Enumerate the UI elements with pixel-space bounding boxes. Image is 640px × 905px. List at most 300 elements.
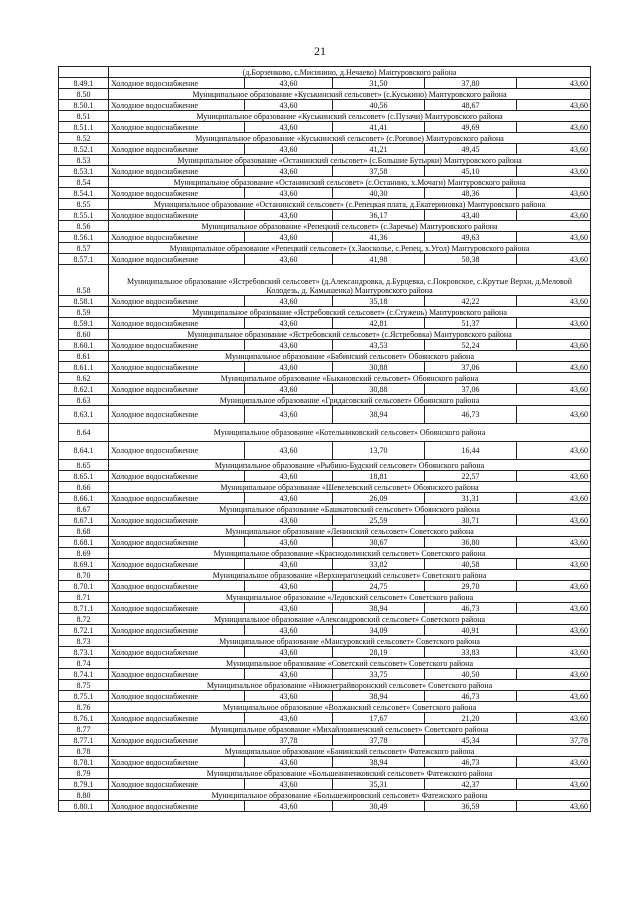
tariff-value-1: 43,60 (245, 515, 333, 526)
tariff-value-2: 18,81 (333, 471, 425, 482)
tariff-value-4: 43,60 (517, 144, 591, 155)
tariff-value-3: 45,34 (425, 735, 517, 746)
row-number: 8.58 (59, 265, 109, 296)
row-number: 8.52.1 (59, 144, 109, 155)
tariff-data-row (59, 779, 591, 790)
municipality-title: Муниципальное образование «Ледовский сельсовет» Советского района (109, 592, 591, 603)
municipality-heading-row (59, 526, 591, 537)
municipality-title: Муниципальное образование «Ястребовский сельсовет» (с.Ястребовка) Мантуровского района (109, 329, 591, 340)
tariff-value-3: 36,80 (425, 537, 517, 548)
municipality-title: Муниципальное образование «Большежировский сельсовет» Фатежского района (109, 790, 591, 801)
row-number: 8.52 (59, 133, 109, 144)
tariff-data-row (59, 340, 591, 351)
tariff-data-row (59, 384, 591, 395)
tariff-value-1: 43,60 (245, 166, 333, 177)
tariff-value-3: 49,45 (425, 144, 517, 155)
row-number: 8.56.1 (59, 232, 109, 243)
municipality-title: Муниципальное образование «Александровский сельсовет» Советского района (109, 614, 591, 625)
municipality-title: Муниципальное образование «Гридасовский сельсовет» Обоянского района (109, 395, 591, 406)
tariff-value-1: 43,60 (245, 669, 333, 680)
tariff-data-row (59, 691, 591, 702)
tariff-value-4: 43,60 (517, 406, 591, 424)
tariff-data-row (59, 515, 591, 526)
tariff-value-2: 36,17 (333, 210, 425, 221)
tariff-value-4: 43,60 (517, 647, 591, 658)
tariff-value-1: 43,60 (245, 691, 333, 702)
municipality-heading-row (59, 177, 591, 188)
municipality-heading-row (59, 768, 591, 779)
tariff-value-1: 43,60 (245, 801, 333, 812)
tariff-data-row (59, 801, 591, 812)
tariff-value-2: 35,18 (333, 296, 425, 307)
row-number: 8.55 (59, 199, 109, 210)
municipality-heading-row (59, 89, 591, 100)
row-number: 8.64 (59, 424, 109, 442)
tariff-value-2: 40,30 (333, 188, 425, 199)
municipality-title: Муниципальное образование «Шевелевский сельсовет» Обоянского района (109, 482, 591, 493)
row-number: 8.76.1 (59, 713, 109, 724)
municipality-title: Муниципальное образование «Репецкий сельсовет» (с.Заречье) Мантуровского района (109, 221, 591, 232)
tariff-value-3: 37,06 (425, 362, 517, 373)
tariff-value-1: 43,60 (245, 406, 333, 424)
tariff-data-row (59, 669, 591, 680)
tariff-value-4: 43,60 (517, 801, 591, 812)
tariff-value-2: 26,09 (333, 493, 425, 504)
tariff-value-2: 38,94 (333, 406, 425, 424)
municipality-title: Муниципальное образование «Советский сельсовет» Советского района (109, 658, 591, 669)
service-name: Холодное водоснабжение (109, 779, 245, 790)
row-number: 8.67 (59, 504, 109, 515)
row-number: 8.68 (59, 526, 109, 537)
row-number: 8.57 (59, 243, 109, 254)
tariff-value-4: 43,60 (517, 100, 591, 111)
tariff-value-1: 43,60 (245, 254, 333, 265)
row-number: 8.74.1 (59, 669, 109, 680)
tariff-value-1: 43,60 (245, 442, 333, 460)
municipality-heading-row (59, 67, 591, 78)
tariff-value-4: 43,60 (517, 318, 591, 329)
row-number: 8.66.1 (59, 493, 109, 504)
tariff-data-row (59, 647, 591, 658)
row-number: 8.72.1 (59, 625, 109, 636)
row-number: 8.54.1 (59, 188, 109, 199)
service-name: Холодное водоснабжение (109, 122, 245, 133)
tariff-value-3: 29,70 (425, 581, 517, 592)
row-number: 8.54 (59, 177, 109, 188)
tariff-value-4: 43,60 (517, 493, 591, 504)
tariff-value-3: 36,59 (425, 801, 517, 812)
tariff-value-1: 43,60 (245, 625, 333, 636)
tariff-value-3: 37,80 (425, 78, 517, 89)
tariff-value-3: 16,44 (425, 442, 517, 460)
tariff-value-3: 31,31 (425, 493, 517, 504)
tariff-value-1: 37,78 (245, 735, 333, 746)
tariff-value-4: 43,60 (517, 669, 591, 680)
row-number: 8.71 (59, 592, 109, 603)
row-number: 8.75 (59, 680, 109, 691)
service-name: Холодное водоснабжение (109, 442, 245, 460)
row-number: 8.63.1 (59, 406, 109, 424)
municipality-title: Муниципальное образование «Ястребовский сельсовет» (д.Александровка, д.Бурцевка, с.Покровское, с.Крутые Верхи, д.Меловой Колодезь, д. Камышенка) Мантуровского района (109, 265, 591, 296)
service-name: Холодное водоснабжение (109, 318, 245, 329)
tariff-value-3: 33,83 (425, 647, 517, 658)
tariff-value-4: 43,60 (517, 559, 591, 570)
tariff-value-2: 33,82 (333, 559, 425, 570)
municipality-heading-row (59, 265, 591, 296)
tariff-value-2: 38,94 (333, 691, 425, 702)
tariff-value-3: 46,73 (425, 691, 517, 702)
municipality-heading-row (59, 111, 591, 122)
tariff-value-3: 48,36 (425, 188, 517, 199)
service-name: Холодное водоснабжение (109, 254, 245, 265)
municipality-heading-row (59, 724, 591, 735)
tariff-data-row (59, 471, 591, 482)
tariff-value-3: 43,40 (425, 210, 517, 221)
service-name: Холодное водоснабжение (109, 493, 245, 504)
tariff-value-2: 41,36 (333, 232, 425, 243)
row-number: 8.55.1 (59, 210, 109, 221)
service-name: Холодное водоснабжение (109, 144, 245, 155)
tariff-value-3: 50,38 (425, 254, 517, 265)
service-name: Холодное водоснабжение (109, 647, 245, 658)
tariff-value-4: 43,60 (517, 757, 591, 768)
tariff-value-3: 42,37 (425, 779, 517, 790)
tariff-value-4: 43,60 (517, 603, 591, 614)
tariff-value-4: 43,60 (517, 340, 591, 351)
tariff-value-3: 40,50 (425, 669, 517, 680)
municipality-title: Муниципальное образование «Рыбино-Будский сельсовет» Обоянского района (109, 460, 591, 471)
tariff-value-4: 43,60 (517, 362, 591, 373)
tariff-table-body (59, 67, 591, 812)
municipality-heading-row (59, 548, 591, 559)
tariff-data-row (59, 603, 591, 614)
service-name: Холодное водоснабжение (109, 559, 245, 570)
municipality-heading-row (59, 424, 591, 442)
row-number: 8.56 (59, 221, 109, 232)
tariff-data-row (59, 735, 591, 746)
service-name: Холодное водоснабжение (109, 100, 245, 111)
service-name: Холодное водоснабжение (109, 384, 245, 395)
tariff-value-3: 48,67 (425, 100, 517, 111)
municipality-title: Муниципальное образование «Куськинский сельсовет» (с.Роговое) Мантуровского района (109, 133, 591, 144)
tariff-value-1: 43,60 (245, 603, 333, 614)
tariff-data-row (59, 318, 591, 329)
municipality-title: Муниципальное образование «Банинский сельсовет» Фатежского района (109, 746, 591, 757)
tariff-data-row (59, 188, 591, 199)
tariff-value-4: 43,60 (517, 537, 591, 548)
tariff-value-1: 43,60 (245, 493, 333, 504)
municipality-heading-row (59, 592, 591, 603)
row-number: 8.57.1 (59, 254, 109, 265)
row-number: 8.50.1 (59, 100, 109, 111)
row-number: 8.58.1 (59, 296, 109, 307)
municipality-title: (д.Борзенково, с.Мисинино, д.Нечаево) Мантуровского района (109, 67, 591, 78)
row-number: 8.61 (59, 351, 109, 362)
service-name: Холодное водоснабжение (109, 625, 245, 636)
tariff-value-1: 43,60 (245, 581, 333, 592)
tariff-value-4: 43,60 (517, 713, 591, 724)
row-number: 8.77.1 (59, 735, 109, 746)
tariff-value-4: 43,60 (517, 581, 591, 592)
tariff-value-3: 46,73 (425, 406, 517, 424)
municipality-heading-row (59, 351, 591, 362)
tariff-value-1: 43,60 (245, 340, 333, 351)
municipality-heading-row (59, 460, 591, 471)
tariff-data-row (59, 362, 591, 373)
tariff-value-4: 43,60 (517, 210, 591, 221)
tariff-data-row (59, 406, 591, 424)
row-number: 8.64.1 (59, 442, 109, 460)
tariff-value-2: 40,56 (333, 100, 425, 111)
service-name: Холодное водоснабжение (109, 669, 245, 680)
tariff-value-4: 43,60 (517, 296, 591, 307)
tariff-value-4: 43,60 (517, 515, 591, 526)
service-name: Холодное водоснабжение (109, 362, 245, 373)
municipality-heading-row (59, 570, 591, 581)
tariff-value-3: 30,71 (425, 515, 517, 526)
tariff-value-2: 31,50 (333, 78, 425, 89)
tariff-value-3: 37,06 (425, 384, 517, 395)
tariff-value-1: 43,60 (245, 362, 333, 373)
tariff-value-2: 30,88 (333, 362, 425, 373)
service-name: Холодное водоснабжение (109, 713, 245, 724)
tariff-value-4: 43,60 (517, 166, 591, 177)
row-number: 8.62 (59, 373, 109, 384)
row-number: 8.69 (59, 548, 109, 559)
tariff-value-1: 43,60 (245, 757, 333, 768)
tariff-data-row (59, 122, 591, 133)
tariff-value-1: 43,60 (245, 210, 333, 221)
municipality-title: Муниципальное образование «Куськинский сельсовет» (с.Куськино) Мантуровского района (109, 89, 591, 100)
tariff-data-row (59, 493, 591, 504)
service-name: Холодное водоснабжение (109, 581, 245, 592)
tariff-value-1: 43,60 (245, 384, 333, 395)
tariff-value-4: 43,60 (517, 691, 591, 702)
tariff-value-4: 43,60 (517, 122, 591, 133)
tariff-value-2: 42,81 (333, 318, 425, 329)
tariff-value-2: 30,88 (333, 384, 425, 395)
service-name: Холодное водоснабжение (109, 515, 245, 526)
service-name: Холодное водоснабжение (109, 757, 245, 768)
service-name: Холодное водоснабжение (109, 296, 245, 307)
tariff-data-row (59, 757, 591, 768)
tariff-value-3: 42,22 (425, 296, 517, 307)
tariff-value-1: 43,60 (245, 537, 333, 548)
municipality-title: Муниципальное образование «Котельниковский сельсовет» Обоянского района (109, 424, 591, 442)
tariff-value-1: 43,60 (245, 188, 333, 199)
tariff-data-row (59, 254, 591, 265)
tariff-value-1: 43,60 (245, 78, 333, 89)
row-number: 8.50 (59, 89, 109, 100)
tariff-data-row (59, 713, 591, 724)
service-name: Холодное водоснабжение (109, 210, 245, 221)
tariff-value-2: 38,94 (333, 757, 425, 768)
tariff-value-2: 41,98 (333, 254, 425, 265)
tariff-data-row (59, 232, 591, 243)
municipality-title: Муниципальное образование «Останинский сельсовет» (с.Репецкая плата, д.Екатериновка) Мантуровского района (109, 199, 591, 210)
municipality-heading-row (59, 155, 591, 166)
tariff-value-4: 43,60 (517, 188, 591, 199)
municipality-heading-row (59, 133, 591, 144)
tariff-value-2: 28,19 (333, 647, 425, 658)
tariff-data-row (59, 166, 591, 177)
municipality-title: Муниципальное образование «Ястребовский сельсовет» (с.Стужень) Мантуровского района (109, 307, 591, 318)
row-number: 8.71.1 (59, 603, 109, 614)
municipality-heading-row (59, 680, 591, 691)
municipality-heading-row (59, 702, 591, 713)
row-number: 8.67.1 (59, 515, 109, 526)
service-name: Холодное водоснабжение (109, 471, 245, 482)
row-number: 8.51.1 (59, 122, 109, 133)
tariff-value-1: 43,60 (245, 144, 333, 155)
row-number: 8.79 (59, 768, 109, 779)
service-name: Холодное водоснабжение (109, 537, 245, 548)
tariff-data-row (59, 100, 591, 111)
service-name: Холодное водоснабжение (109, 691, 245, 702)
municipality-heading-row (59, 614, 591, 625)
tariff-value-2: 34,09 (333, 625, 425, 636)
tariff-value-3: 46,73 (425, 757, 517, 768)
municipality-title: Муниципальное образование «Бабинский сельсовет» Обоянского района (109, 351, 591, 362)
service-name: Холодное водоснабжение (109, 406, 245, 424)
tariff-value-3: 46,73 (425, 603, 517, 614)
service-name: Холодное водоснабжение (109, 735, 245, 746)
tariff-value-4: 43,60 (517, 232, 591, 243)
municipality-heading-row (59, 199, 591, 210)
row-number: 8.59.1 (59, 318, 109, 329)
municipality-heading-row (59, 636, 591, 647)
tariff-table (58, 66, 591, 812)
tariff-value-3: 40,58 (425, 559, 517, 570)
tariff-value-1: 43,60 (245, 559, 333, 570)
row-number: 8.59 (59, 307, 109, 318)
tariff-value-1: 43,60 (245, 318, 333, 329)
municipality-title: Муниципальное образование «Краснодолинский сельсовет» Советского района (109, 548, 591, 559)
tariff-data-row (59, 296, 591, 307)
service-name: Холодное водоснабжение (109, 78, 245, 89)
row-number: 8.74 (59, 658, 109, 669)
tariff-value-4: 43,60 (517, 625, 591, 636)
tariff-data-row (59, 442, 591, 460)
row-number: 8.66 (59, 482, 109, 493)
tariff-value-4: 43,60 (517, 442, 591, 460)
row-number: 8.80.1 (59, 801, 109, 812)
tariff-value-2: 25,59 (333, 515, 425, 526)
row-number: 8.76 (59, 702, 109, 713)
tariff-data-row (59, 144, 591, 155)
tariff-value-4: 43,60 (517, 254, 591, 265)
municipality-title: Муниципальное образование «Останинский сельсовет» (с.Большие Бутырки) Мантуровского района (109, 155, 591, 166)
service-name: Холодное водоснабжение (109, 603, 245, 614)
tariff-value-4: 43,60 (517, 384, 591, 395)
municipality-title: Муниципальное образование «Башкатовский сельсовет» Обоянского района (109, 504, 591, 515)
municipality-heading-row (59, 746, 591, 757)
tariff-value-2: 24,75 (333, 581, 425, 592)
municipality-heading-row (59, 482, 591, 493)
row-number: 8.49.1 (59, 78, 109, 89)
municipality-title: Муниципальное образование «Куськинский сельсовет» (с.Пузачи) Мантуровского района (109, 111, 591, 122)
row-number: 8.65.1 (59, 471, 109, 482)
row-number: 8.78 (59, 746, 109, 757)
row-number: 8.68.1 (59, 537, 109, 548)
tariff-value-2: 33,75 (333, 669, 425, 680)
tariff-value-2: 30,67 (333, 537, 425, 548)
tariff-value-4: 43,60 (517, 471, 591, 482)
tariff-value-2: 30,49 (333, 801, 425, 812)
tariff-value-1: 43,60 (245, 647, 333, 658)
row-number: 8.73.1 (59, 647, 109, 658)
service-name: Холодное водоснабжение (109, 801, 245, 812)
municipality-title: Муниципальное образование «Мансуровский сельсовет» Советского района (109, 636, 591, 647)
row-number: 8.78.1 (59, 757, 109, 768)
municipality-title: Муниципальное образование «Быкановский сельсовет» Обоянского района (109, 373, 591, 384)
tariff-value-1: 43,60 (245, 296, 333, 307)
row-number: 8.60 (59, 329, 109, 340)
municipality-heading-row (59, 243, 591, 254)
tariff-value-1: 43,60 (245, 122, 333, 133)
tariff-value-2: 13,70 (333, 442, 425, 460)
row-number: 8.61.1 (59, 362, 109, 373)
row-number: 8.70 (59, 570, 109, 581)
row-number: 8.79.1 (59, 779, 109, 790)
row-number: 8.65 (59, 460, 109, 471)
row-number: 8.63 (59, 395, 109, 406)
tariff-value-4: 37,78 (517, 735, 591, 746)
tariff-value-2: 41,41 (333, 122, 425, 133)
municipality-title: Муниципальное образование «Волжанский сельсовет» Советского района (109, 702, 591, 713)
municipality-heading-row (59, 395, 591, 406)
service-name: Холодное водоснабжение (109, 166, 245, 177)
municipality-heading-row (59, 329, 591, 340)
row-number: 8.53 (59, 155, 109, 166)
tariff-data-row (59, 559, 591, 570)
tariff-value-3: 49,69 (425, 122, 517, 133)
tariff-value-3: 40,91 (425, 625, 517, 636)
municipality-title: Муниципальное образование «Репецкий сельсовет» (х.Заосколье, с.Репец, х.Угол) Мантуровского района (109, 243, 591, 254)
municipality-heading-row (59, 221, 591, 232)
tariff-data-row (59, 210, 591, 221)
municipality-heading-row (59, 373, 591, 384)
tariff-value-2: 43,53 (333, 340, 425, 351)
service-name: Холодное водоснабжение (109, 232, 245, 243)
row-number: 8.69.1 (59, 559, 109, 570)
tariff-value-2: 35,31 (333, 779, 425, 790)
tariff-value-3: 21,20 (425, 713, 517, 724)
row-number: 8.53.1 (59, 166, 109, 177)
municipality-heading-row (59, 504, 591, 515)
tariff-data-row (59, 581, 591, 592)
tariff-value-3: 22,57 (425, 471, 517, 482)
tariff-value-1: 43,60 (245, 232, 333, 243)
row-number: 8.51 (59, 111, 109, 122)
tariff-data-row (59, 78, 591, 89)
tariff-value-3: 51,37 (425, 318, 517, 329)
service-name: Холодное водоснабжение (109, 340, 245, 351)
tariff-value-1: 43,60 (245, 471, 333, 482)
service-name: Холодное водоснабжение (109, 188, 245, 199)
tariff-value-2: 38,94 (333, 603, 425, 614)
row-number: 8.73 (59, 636, 109, 647)
tariff-data-row (59, 625, 591, 636)
row-number: 8.77 (59, 724, 109, 735)
row-number: 8.80 (59, 790, 109, 801)
tariff-value-3: 52,24 (425, 340, 517, 351)
tariff-value-4: 43,60 (517, 779, 591, 790)
tariff-value-4: 43,60 (517, 78, 591, 89)
municipality-title: Муниципальное образование «Нижнеграйворонский сельсовет» Советского района (109, 680, 591, 691)
row-number: 8.70.1 (59, 581, 109, 592)
municipality-heading-row (59, 658, 591, 669)
